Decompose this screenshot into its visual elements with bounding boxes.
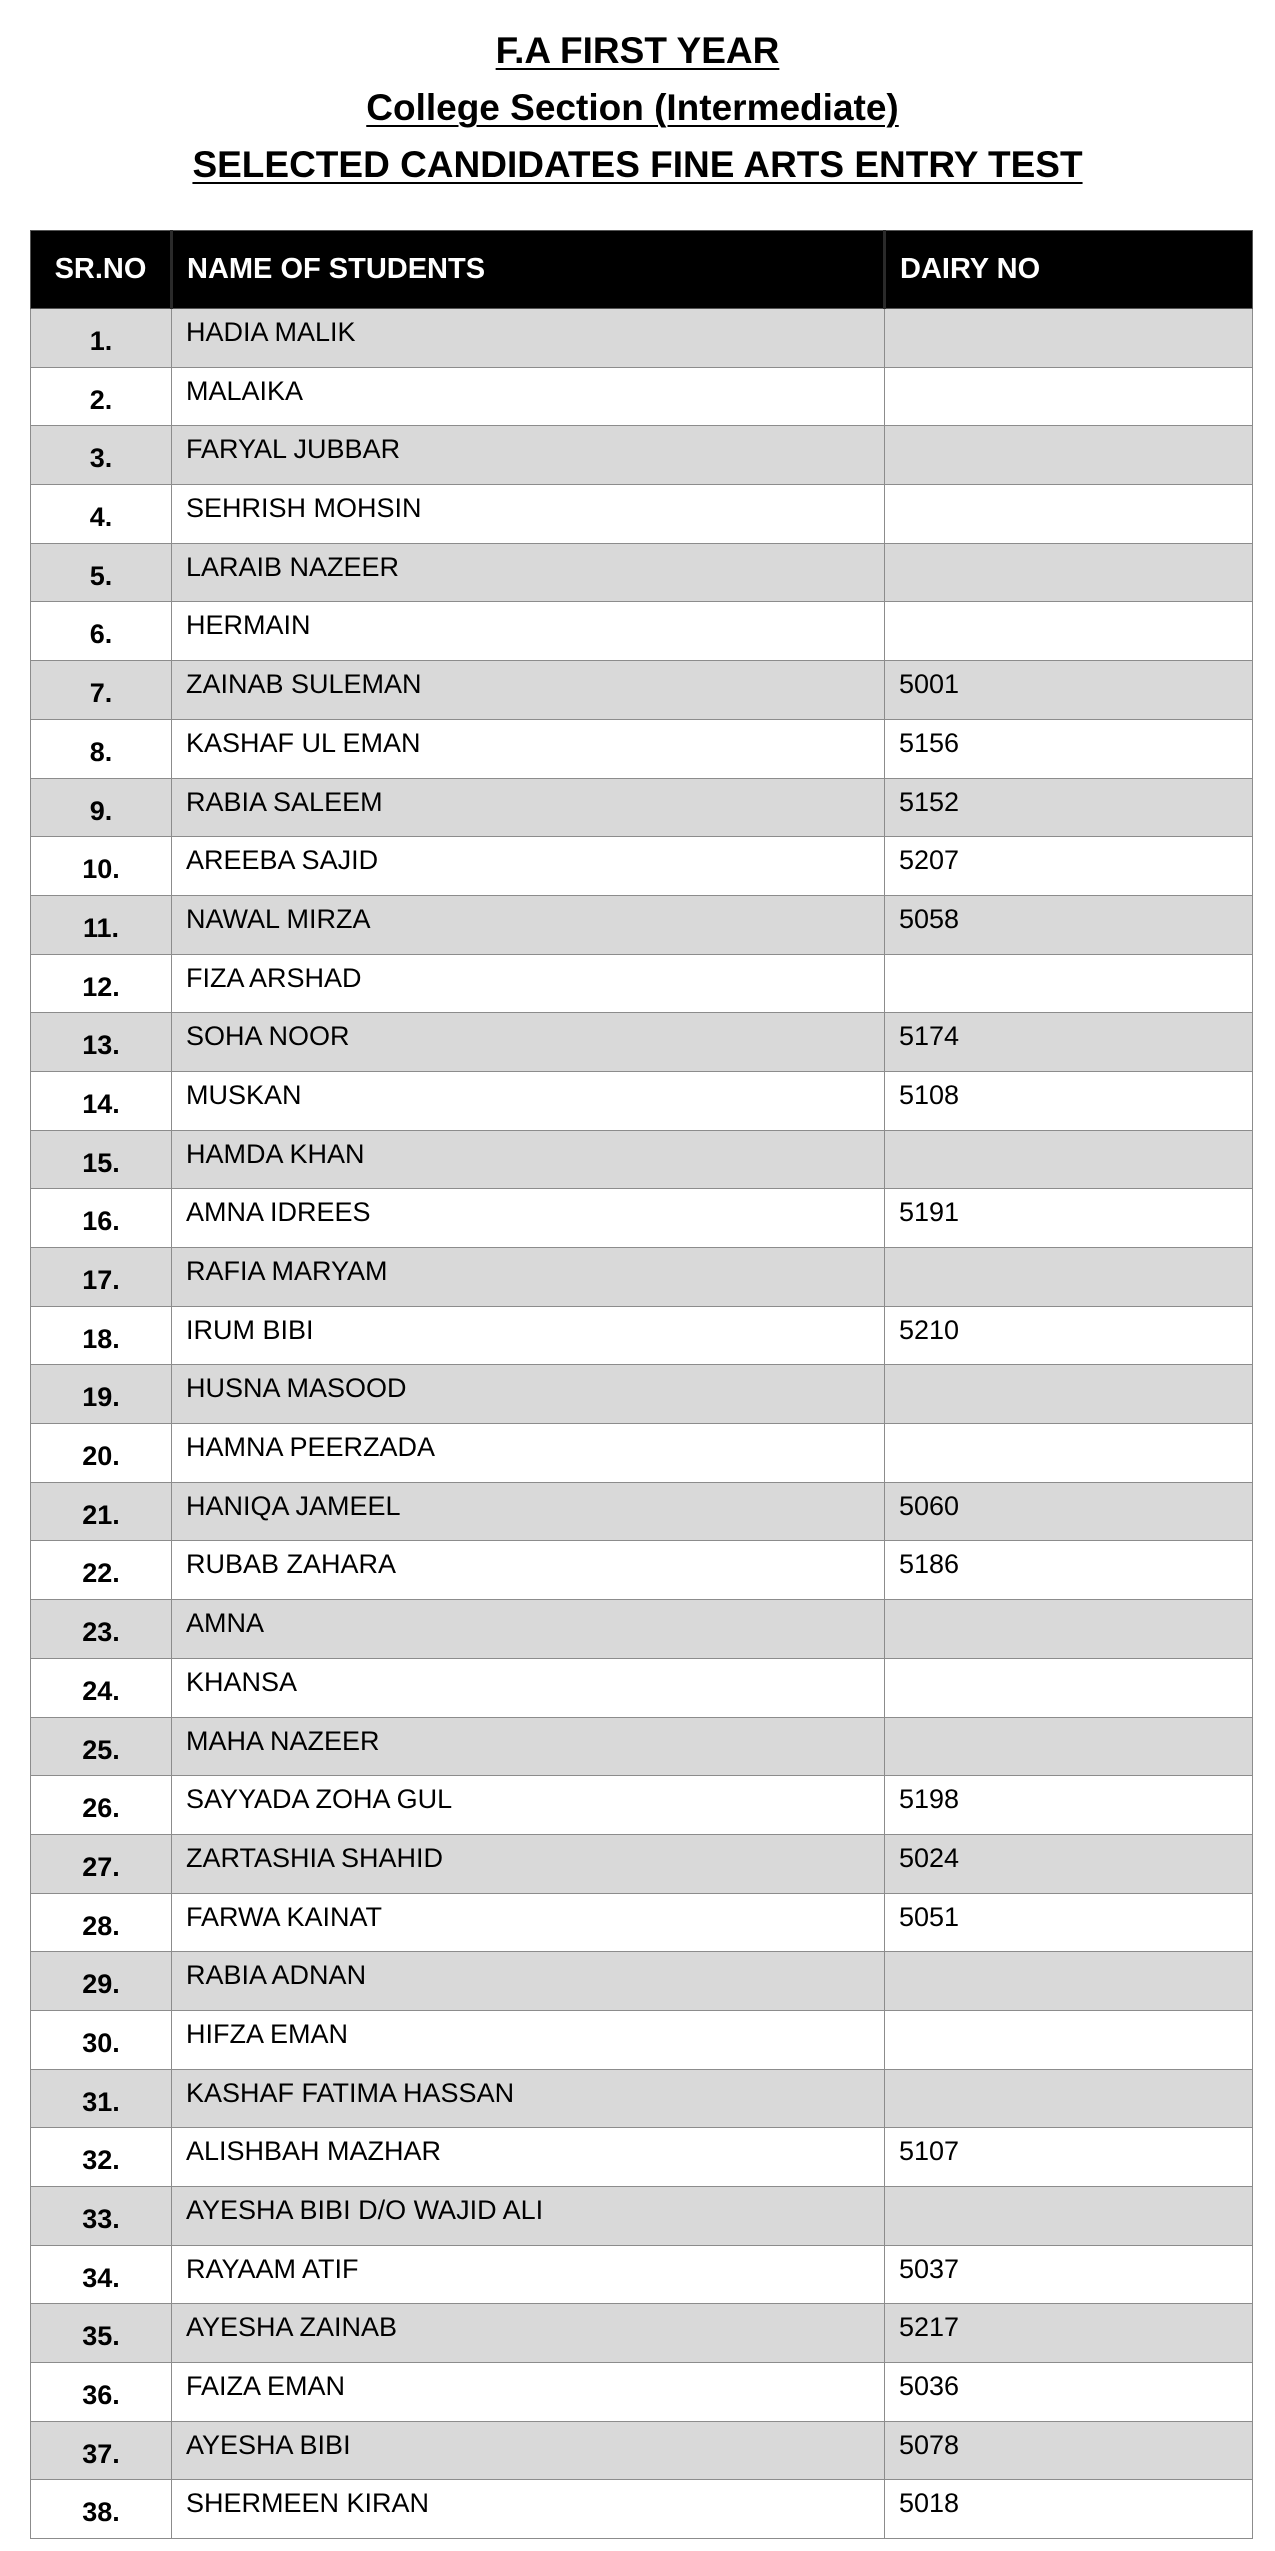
serial-number-cell: 13. <box>31 1013 172 1072</box>
table-row <box>31 2480 1253 2539</box>
student-name-cell: AYESHA BIBI D/O WAJID ALI <box>172 2187 885 2246</box>
dairy-number-cell <box>885 1717 1253 1776</box>
serial-number-cell: 25. <box>31 1717 172 1776</box>
student-name-cell: FARWA KAINAT <box>172 1893 885 1952</box>
dairy-number-cell <box>885 367 1253 426</box>
dairy-number-cell <box>885 1365 1253 1424</box>
student-name-cell: AYESHA ZAINAB <box>172 2304 885 2363</box>
serial-number-cell: 3. <box>31 426 172 485</box>
student-name-cell: AMNA IDREES <box>172 1189 885 1248</box>
student-name-cell: KASHAF FATIMA HASSAN <box>172 2069 885 2128</box>
dairy-number-cell: 5191 <box>885 1189 1253 1248</box>
table-row <box>31 1365 1253 1424</box>
serial-number-cell: 26. <box>31 1776 172 1835</box>
student-name-cell: HANIQA JAMEEL <box>172 1482 885 1541</box>
serial-number-cell: 34. <box>31 2245 172 2304</box>
table-row <box>31 426 1253 485</box>
table-row <box>31 1306 1253 1365</box>
table-row <box>31 1600 1253 1659</box>
table-row <box>31 2187 1253 2246</box>
dairy-number-cell <box>885 954 1253 1013</box>
table-row <box>31 1834 1253 1893</box>
dairy-number-cell <box>885 426 1253 485</box>
table-row <box>31 2304 1253 2363</box>
table-row <box>31 1541 1253 1600</box>
dairy-number-cell: 5037 <box>885 2245 1253 2304</box>
serial-number-cell: 17. <box>31 1248 172 1307</box>
student-name-cell: MUSKAN <box>172 1071 885 1130</box>
table-row <box>31 1717 1253 1776</box>
table-header-row <box>31 231 1253 309</box>
serial-number-cell: 16. <box>31 1189 172 1248</box>
dairy-number-cell <box>885 1248 1253 1307</box>
dairy-number-cell: 5018 <box>885 2480 1253 2539</box>
serial-number-cell: 29. <box>31 1952 172 2011</box>
dairy-number-cell <box>885 602 1253 661</box>
student-name-cell: FARYAL JUBBAR <box>172 426 885 485</box>
student-name-cell: AYESHA BIBI <box>172 2421 885 2480</box>
student-name-cell: AREEBA SAJID <box>172 837 885 896</box>
serial-number-cell: 10. <box>31 837 172 896</box>
student-name-cell: HAMDA KHAN <box>172 1130 885 1189</box>
serial-number-cell: 14. <box>31 1071 172 1130</box>
table-body <box>31 309 1253 2539</box>
table-row <box>31 1071 1253 1130</box>
serial-number-cell: 1. <box>31 309 172 368</box>
table-row <box>31 1424 1253 1483</box>
table-row <box>31 485 1253 544</box>
dairy-number-cell: 5207 <box>885 837 1253 896</box>
serial-number-cell: 15. <box>31 1130 172 1189</box>
student-name-cell: RABIA SALEEM <box>172 778 885 837</box>
student-name-cell: SEHRISH MOHSIN <box>172 485 885 544</box>
table-row <box>31 2363 1253 2422</box>
dairy-number-cell: 5210 <box>885 1306 1253 1365</box>
serial-number-cell: 20. <box>31 1424 172 1483</box>
heading-section-title: College Section (Intermediate) <box>366 87 899 128</box>
student-name-cell: RABIA ADNAN <box>172 1952 885 2011</box>
dairy-number-cell: 5186 <box>885 1541 1253 1600</box>
student-name-cell: SOHA NOOR <box>172 1013 885 1072</box>
table-row <box>31 2421 1253 2480</box>
table-row <box>31 1248 1253 1307</box>
dairy-number-cell <box>885 2069 1253 2128</box>
student-name-cell: NAWAL MIRZA <box>172 895 885 954</box>
table-row <box>31 309 1253 368</box>
table-row <box>31 1189 1253 1248</box>
serial-number-cell: 24. <box>31 1658 172 1717</box>
serial-number-cell: 8. <box>31 719 172 778</box>
table-row <box>31 1952 1253 2011</box>
dairy-number-cell: 5174 <box>885 1013 1253 1072</box>
serial-number-cell: 21. <box>31 1482 172 1541</box>
dairy-number-cell: 5108 <box>885 1071 1253 1130</box>
dairy-number-cell: 5198 <box>885 1776 1253 1835</box>
student-name-cell: HAMNA PEERZADA <box>172 1424 885 1483</box>
column-header-dairy-no: DAIRY NO <box>885 231 1253 309</box>
column-header-sr-no: SR.NO <box>31 231 172 309</box>
serial-number-cell: 4. <box>31 485 172 544</box>
table-row <box>31 1776 1253 1835</box>
table-row <box>31 954 1253 1013</box>
table-row <box>31 778 1253 837</box>
serial-number-cell: 23. <box>31 1600 172 1659</box>
serial-number-cell: 31. <box>31 2069 172 2128</box>
dairy-number-cell: 5036 <box>885 2363 1253 2422</box>
dairy-number-cell <box>885 309 1253 368</box>
serial-number-cell: 36. <box>31 2363 172 2422</box>
dairy-number-cell: 5001 <box>885 661 1253 720</box>
dairy-number-cell: 5058 <box>885 895 1253 954</box>
table-row <box>31 367 1253 426</box>
table-row <box>31 1482 1253 1541</box>
student-name-cell: HADIA MALIK <box>172 309 885 368</box>
serial-number-cell: 35. <box>31 2304 172 2363</box>
serial-number-cell: 27. <box>31 1834 172 1893</box>
student-name-cell: MALAIKA <box>172 367 885 426</box>
dairy-number-cell: 5217 <box>885 2304 1253 2363</box>
dairy-number-cell <box>885 2010 1253 2069</box>
dairy-number-cell: 5107 <box>885 2128 1253 2187</box>
table-row <box>31 543 1253 602</box>
student-name-cell: KASHAF UL EMAN <box>172 719 885 778</box>
student-name-cell: RUBAB ZAHARA <box>172 1541 885 1600</box>
table-row <box>31 661 1253 720</box>
serial-number-cell: 19. <box>31 1365 172 1424</box>
dairy-number-cell: 5156 <box>885 719 1253 778</box>
serial-number-cell: 11. <box>31 895 172 954</box>
serial-number-cell: 2. <box>31 367 172 426</box>
serial-number-cell: 30. <box>31 2010 172 2069</box>
student-name-cell: ALISHBAH MAZHAR <box>172 2128 885 2187</box>
student-name-cell: RAYAAM ATIF <box>172 2245 885 2304</box>
student-name-cell: SAYYADA ZOHA GUL <box>172 1776 885 1835</box>
serial-number-cell: 37. <box>31 2421 172 2480</box>
student-name-cell: HUSNA MASOOD <box>172 1365 885 1424</box>
student-name-cell: ZAINAB SULEMAN <box>172 661 885 720</box>
serial-number-cell: 38. <box>31 2480 172 2539</box>
student-name-cell: FIZA ARSHAD <box>172 954 885 1013</box>
student-name-cell: SHERMEEN KIRAN <box>172 2480 885 2539</box>
student-name-cell: KHANSA <box>172 1658 885 1717</box>
dairy-number-cell: 5051 <box>885 1893 1253 1952</box>
dairy-number-cell <box>885 1600 1253 1659</box>
dairy-number-cell: 5024 <box>885 1834 1253 1893</box>
table-row <box>31 719 1253 778</box>
document-heading <box>0 22 1275 193</box>
serial-number-cell: 22. <box>31 1541 172 1600</box>
table-row <box>31 1013 1253 1072</box>
serial-number-cell: 32. <box>31 2128 172 2187</box>
column-header-name: NAME OF STUDENTS <box>172 231 885 309</box>
dairy-number-cell <box>885 1952 1253 2011</box>
heading-list-title: SELECTED CANDIDATES FINE ARTS ENTRY TEST <box>192 144 1083 185</box>
student-name-cell: AMNA <box>172 1600 885 1659</box>
serial-number-cell: 9. <box>31 778 172 837</box>
selected-candidates-table <box>30 230 1253 2539</box>
table-row <box>31 2069 1253 2128</box>
student-name-cell: HERMAIN <box>172 602 885 661</box>
student-name-cell: LARAIB NAZEER <box>172 543 885 602</box>
serial-number-cell: 12. <box>31 954 172 1013</box>
serial-number-cell: 33. <box>31 2187 172 2246</box>
serial-number-cell: 5. <box>31 543 172 602</box>
serial-number-cell: 7. <box>31 661 172 720</box>
dairy-number-cell <box>885 1130 1253 1189</box>
table-row <box>31 837 1253 896</box>
student-name-cell: MAHA NAZEER <box>172 1717 885 1776</box>
student-name-cell: RAFIA MARYAM <box>172 1248 885 1307</box>
dairy-number-cell: 5152 <box>885 778 1253 837</box>
table-row <box>31 1658 1253 1717</box>
serial-number-cell: 28. <box>31 1893 172 1952</box>
student-name-cell: ZARTASHIA SHAHID <box>172 1834 885 1893</box>
student-name-cell: FAIZA EMAN <box>172 2363 885 2422</box>
table-row <box>31 1893 1253 1952</box>
table-row <box>31 602 1253 661</box>
student-name-cell: IRUM BIBI <box>172 1306 885 1365</box>
serial-number-cell: 6. <box>31 602 172 661</box>
dairy-number-cell <box>885 485 1253 544</box>
table-row <box>31 2128 1253 2187</box>
heading-class-title: F.A FIRST YEAR <box>495 30 780 71</box>
dairy-number-cell <box>885 1424 1253 1483</box>
dairy-number-cell <box>885 543 1253 602</box>
student-name-cell: HIFZA EMAN <box>172 2010 885 2069</box>
table-row <box>31 2245 1253 2304</box>
dairy-number-cell: 5060 <box>885 1482 1253 1541</box>
serial-number-cell: 18. <box>31 1306 172 1365</box>
table-row <box>31 2010 1253 2069</box>
dairy-number-cell: 5078 <box>885 2421 1253 2480</box>
dairy-number-cell <box>885 1658 1253 1717</box>
table-row <box>31 895 1253 954</box>
dairy-number-cell <box>885 2187 1253 2246</box>
table-row <box>31 1130 1253 1189</box>
